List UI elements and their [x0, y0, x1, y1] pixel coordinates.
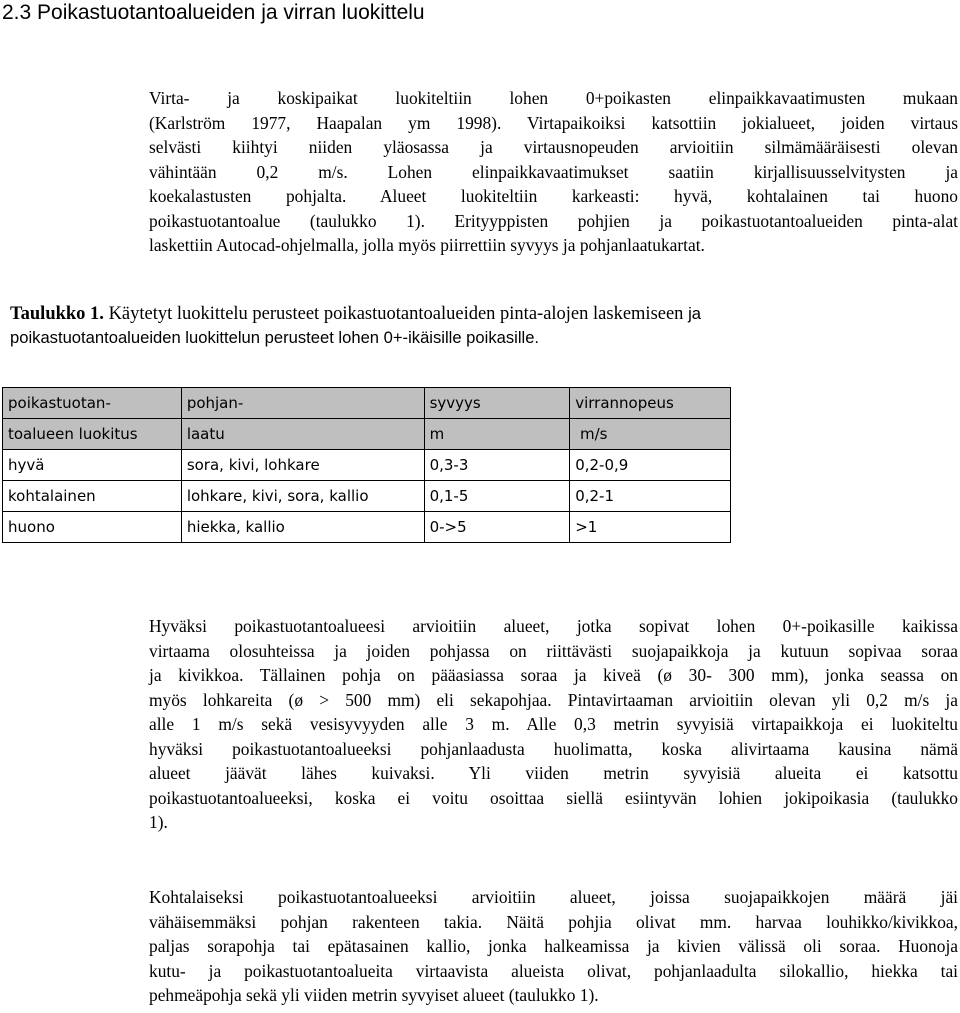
paragraph-line: poikastuotantoalueeksi, koska ei voitu osoittaa siellä esiintyvän lohien jokipoikasia (taulukko [149, 787, 958, 808]
paragraph-line: Kohtalaiseksi poikastuotantoalueeksi arvioitiin alueet, joissa suojapaikkojen määrä jäi [149, 887, 958, 907]
paragraph-line: selvästi kiihtyi niiden yläosassa ja virtausnopeuden arvioitiin silmämääräisesti olevan [149, 137, 958, 157]
table-cell: sora, kivi, lohkare [181, 450, 424, 481]
table-row [3, 481, 731, 512]
caption-text: Käytetyt luokittelu perusteet poikastuotantoalueiden pinta-alojen laskemiseen [103, 304, 689, 324]
paragraph-line: vähintään 0,2 m/s. Lohen elinpaikkavaatimukset saatiin kirjallisuusselvitysten ja [149, 161, 958, 182]
paragraph-line: paljas sorapohja tai epätasainen kallio, jonka halkeamissa ja kivien välissä oli soraa. Huonoja [149, 936, 958, 956]
classification-table [2, 387, 731, 543]
table-cell: 0,1-5 [424, 481, 570, 512]
header-cell: toalueen luokitus [3, 419, 182, 450]
header-cell: m/s [570, 419, 731, 450]
paragraph-line: hyväksi poikastuotantoalueeksi pohjanlaadusta huolimatta, koska alivirtaama kausina nämä [149, 738, 958, 759]
caption-label: Taulukko 1. [10, 304, 104, 324]
caption-tail: ja [688, 304, 701, 323]
header-cell: poikastuotan- [3, 388, 182, 419]
table-cell: 0,2-0,9 [570, 450, 731, 481]
paragraph-good-areas [149, 614, 958, 835]
paragraph-line: kutu- ja poikastuotantoalueita virtaavista alueista olivat, pohjanlaadulta silokallio, hiekka tai [149, 960, 958, 981]
table-row [3, 512, 731, 543]
paragraph-line: koekalastusten pohjalta. Alueet luokiteltiin karkeasti: hyvä, kohtalainen tai huono [149, 186, 958, 206]
paragraph-moderate-areas [149, 885, 958, 1008]
table-cell: 0,2-1 [570, 481, 731, 512]
table-cell: hyvä [3, 450, 182, 481]
table-header-row [3, 388, 731, 419]
header-cell: m [424, 419, 570, 450]
paragraph-line: virtaama olosuhteissa ja joiden pohjassa on riittävästi suojapaikkoja ja kutuun sopivaa soraa [149, 640, 958, 661]
table-cell: 0,3-3 [424, 450, 570, 481]
header-cell: syvyys [424, 388, 570, 419]
table-cell: huono [3, 512, 182, 543]
table-caption [10, 302, 950, 350]
header-cell: virrannopeus [570, 388, 731, 419]
paragraph-line: alle 1 m/s sekä vesisyvyyden alle 3 m. Alle 0,3 metrin syvyisiä virtapaikkoja ei luokiteltu [149, 714, 958, 734]
caption-line-2: poikastuotantoalueiden luokittelun perusteet lohen 0+-ikäisille poikasille. [10, 328, 540, 347]
table-cell: 0->5 [424, 512, 570, 543]
caption-line-1 [10, 302, 950, 326]
table-header-row [3, 419, 731, 450]
paragraph-line: myös lohkareita (ø > 500 mm) eli sekapohjaa. Pintavirtaaman arvioitiin olevan yli 0,2 m/s ja [149, 689, 958, 710]
table-cell: >1 [570, 512, 731, 543]
paragraph-line: alueet jäävät lähes kuivaksi. Yli viiden metrin syvyisiä alueita ei katsottu [149, 763, 958, 783]
paragraph-line: laskettiin Autocad-ohjelmalla, jolla myös piirrettiin syvyys ja pohjanlaatukartat. [149, 235, 705, 255]
paragraph-line: pehmeäpohja sekä yli viiden metrin syvyiset alueet (taulukko 1). [149, 985, 599, 1005]
paragraph-line: (Karlström 1977, Haapalan ym 1998). Virtapaikoiksi katsottiin jokialueet, joiden virtaus [149, 112, 958, 133]
paragraph-line: 1). [149, 812, 168, 832]
intro-paragraph [149, 86, 958, 258]
paragraph-line: ja kivikkoa. Tällainen pohja on pääasiassa soraa ja kiveä (ø 30- 300 mm), jonka seassa on [149, 665, 958, 685]
table-cell: kohtalainen [3, 481, 182, 512]
paragraph-line: Hyväksi poikastuotantoalueesi arvioitiin alueet, jotka sopivat lohen 0+-poikasille kaikissa [149, 616, 958, 636]
paragraph-line: Virta- ja koskipaikat luokiteltiin lohen 0+poikasten elinpaikkavaatimusten mukaan [149, 88, 958, 108]
header-cell: pohjan- [181, 388, 424, 419]
paragraph-line: vähäisemmäksi pohjan rakenteen takia. Näitä pohjia olivat mm. harvaa louhikko/kivikkoa, [149, 911, 958, 932]
paragraph-line: poikastuotantoalue (taulukko 1). Erityyppisten pohjien ja poikastuotantoalueiden pinta-alat [149, 210, 958, 231]
table-cell: hiekka, kallio [181, 512, 424, 543]
header-cell: laatu [181, 419, 424, 450]
section-heading: 2.3 Poikastuotantoalueiden ja virran luokittelu [2, 1, 425, 24]
table-row [3, 450, 731, 481]
table-cell: lohkare, kivi, sora, kallio [181, 481, 424, 512]
